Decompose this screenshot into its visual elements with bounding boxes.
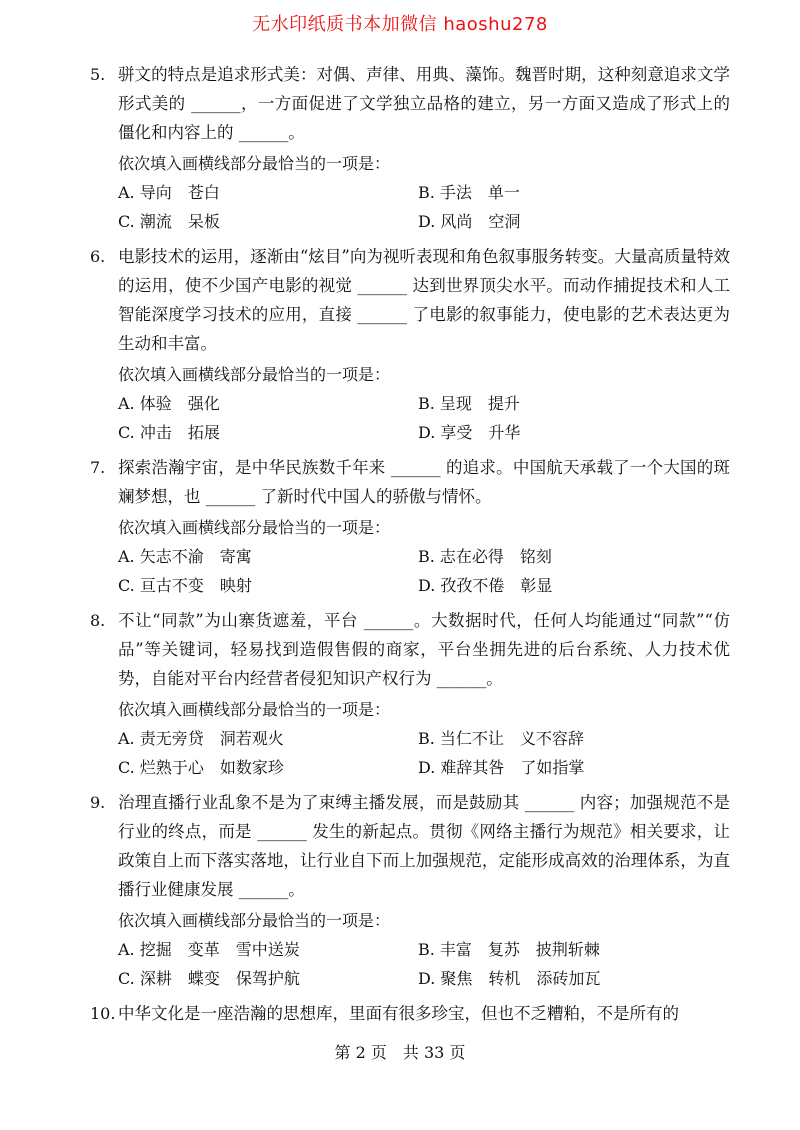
question-number: 9.: [90, 793, 106, 812]
question-number: 6.: [90, 247, 106, 266]
question-text: 治理直播行业乱象不是为了束缚主播发展，而是鼓励其 ______ 内容；加强规范不是行业的终点，而是 ______ 发生的新起点。贯彻《网络主播行为规范》相关要求，让政策自上而下落实落地，让行业自下而上加强规范，定能形成高效的治理体系，为直播行业健康发展 ______。: [118, 793, 730, 899]
question-number: 5.: [90, 65, 106, 84]
question-5: [90, 60, 730, 236]
option-b: B. 当仁不让 义不容辞: [418, 729, 584, 748]
question-6: [90, 242, 730, 447]
options: [118, 724, 730, 782]
question-prompt: 依次填入画横线部分最恰当的一项是：: [118, 365, 391, 384]
option-d: D. 享受 升华: [418, 423, 521, 442]
option-d: D. 风尚 空洞: [418, 212, 521, 231]
options: [118, 178, 730, 236]
option-c: C. 潮流 呆板: [118, 212, 220, 231]
option-c: C. 冲击 拓展: [118, 423, 220, 442]
question-list: [90, 60, 730, 1034]
option-a: A. 责无旁贷 洞若观火: [118, 729, 284, 748]
options: [118, 389, 730, 447]
question-text: 中华文化是一座浩瀚的思想库，里面有很多珍宝，但也不乏糟粕，不是所有的: [118, 1004, 679, 1023]
option-c: C. 亘古不变 映射: [118, 576, 252, 595]
question-prompt: 依次填入画横线部分最恰当的一项是：: [118, 911, 391, 930]
option-b: B. 志在必得 铭刻: [418, 547, 552, 566]
question-9: [90, 788, 730, 993]
question-8: [90, 606, 730, 782]
question-text: 电影技术的运用，逐渐由“炫目”向为视听表现和角色叙事服务转变。大量高质量特效的运用，使不少国产电影的视觉 ______ 达到世界顶尖水平。而动作捕捉技术和人工智能深度学习技术的应用，直接 ______ 了电影的叙事能力，使电影的艺术表达更为生动和丰富。: [118, 247, 730, 353]
option-d: D. 聚焦 转机 添砖加瓦: [418, 969, 601, 988]
option-d: D. 孜孜不倦 彰显: [418, 576, 553, 595]
question-7: [90, 453, 730, 600]
question-prompt: 依次填入画横线部分最恰当的一项是：: [118, 518, 391, 537]
options: [118, 542, 730, 600]
option-c: C. 深耕 蝶变 保驾护航: [118, 969, 300, 988]
question-prompt: 依次填入画横线部分最恰当的一项是：: [118, 154, 391, 173]
option-c: C. 烂熟于心 如数家珍: [118, 758, 284, 777]
option-b: B. 呈现 提升: [418, 394, 520, 413]
question-text: 不让“同款”为山寨货遮羞，平台 ______。大数据时代，任何人均能通过“同款”“仿品”等关键词，轻易找到造假售假的商家，平台坐拥先进的后台系统、人力技术优势，自能对平台内经营者侵犯知识产权行为 ______。: [118, 611, 730, 688]
option-b: B. 手法 单一: [418, 183, 520, 202]
watermark-text: 无水印纸质书本加微信 haoshu278: [252, 14, 548, 35]
options: [118, 935, 730, 993]
question-number: 10.: [90, 1004, 116, 1023]
page-footer: 第 2 页 共 33 页: [334, 1043, 466, 1062]
question-text: 骈文的特点是追求形式美：对偶、声律、用典、藻饰。魏晋时期，这种刻意追求文学形式美的 ______，一方面促进了文学独立品格的建立，另一方面又造成了形式上的僵化和内容上的 ______。: [118, 65, 730, 142]
question-prompt: 依次填入画横线部分最恰当的一项是：: [118, 700, 391, 719]
question-number: 7.: [90, 458, 106, 477]
option-a: A. 挖掘 变革 雪中送炭: [118, 940, 300, 959]
question-text: 探索浩瀚宇宙，是中华民族数千年来 ______ 的追求。中国航天承载了一个大国的斑斓梦想，也 ______ 了新时代中国人的骄傲与情怀。: [118, 458, 730, 506]
question-number: 8.: [90, 611, 106, 630]
option-a: A. 矢志不渝 寄寓: [118, 547, 252, 566]
option-a: A. 体验 强化: [118, 394, 220, 413]
option-b: B. 丰富 复苏 披荆斩棘: [418, 940, 600, 959]
option-a: A. 导向 苍白: [118, 183, 220, 202]
option-d: D. 难辞其咎 了如指掌: [418, 758, 585, 777]
question-10: [90, 999, 730, 1028]
